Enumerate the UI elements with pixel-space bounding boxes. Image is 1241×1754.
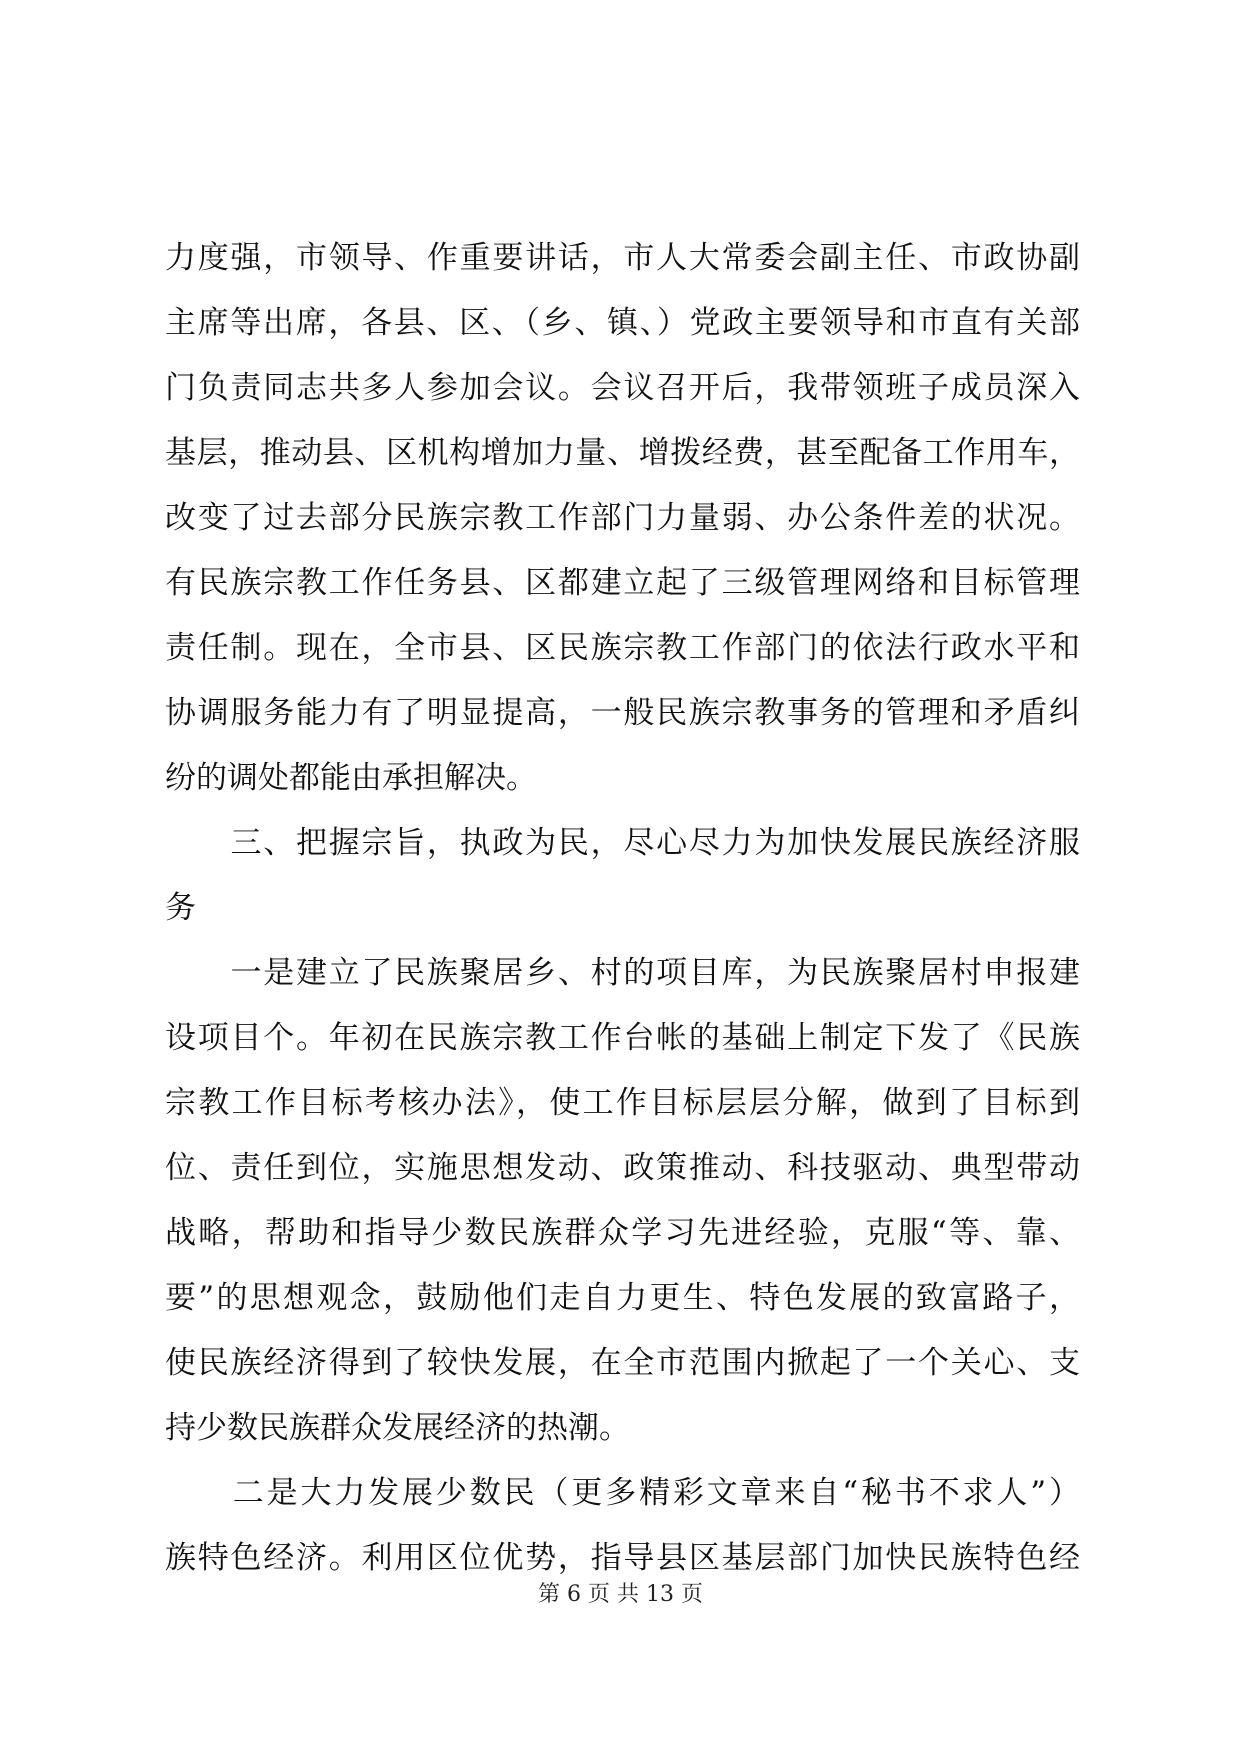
text-line: 基层，推动县、区机构增加力量、增拨经费，甚至配备工作用车， (165, 435, 1080, 471)
text-line: 责任制。现在，全市县、区民族宗教工作部门的依法行政水平和 (165, 630, 1080, 666)
page-number-footer: 第 6 页 共 13 页 (538, 1582, 703, 1607)
text-line: 力度强，市领导、作重要讲话，市人大常委会副主任、市政协副 (165, 240, 1080, 276)
text-line: 协调服务能力有了明显提高，一般民族宗教事务的管理和矛盾纠 (165, 695, 1080, 731)
text-line: 使民族经济得到了较快发展，在全市范围内掀起了一个关心、支 (165, 1345, 1080, 1381)
text-line: 一是建立了民族聚居乡、村的项目库，为民族聚居村申报建 (165, 955, 1080, 991)
text-line: 要”的思想观念，鼓励他们走自力更生、特色发展的致富路子， (165, 1280, 1080, 1316)
text-line: 主席等出席，各县、区、（乡、镇、）党政主要领导和市直有关部 (165, 305, 1080, 341)
text-line: 有民族宗教工作任务县、区都建立起了三级管理网络和目标管理 (165, 565, 1080, 601)
text-line: 持少数民族群众发展经济的热潮。 (165, 1410, 630, 1446)
text-line: 二是大力发展少数民（更多精彩文章来自“秘书不求人”） (165, 1475, 1080, 1511)
text-line: 纷的调处都能由承担解决。 (165, 760, 537, 796)
text-line: 位、责任到位，实施思想发动、政策推动、科技驱动、典型带动 (165, 1150, 1080, 1186)
text-line: 门负责同志共多人参加会议。会议召开后，我带领班子成员深入 (165, 370, 1080, 406)
section-heading-continued: 务 (165, 890, 196, 926)
text-line: 设项目个。年初在民族宗教工作台帐的基础上制定下发了《民族 (165, 1020, 1080, 1056)
body-text (165, 226, 1080, 1591)
text-line: 战略，帮助和指导少数民族群众学习先进经验，克服“等、靠、 (165, 1215, 1080, 1251)
text-line: 宗教工作目标考核办法》，使工作目标层层分解，做到了目标到 (165, 1085, 1080, 1121)
text-line: 族特色经济。利用区位优势，指导县区基层部门加快民族特色经 (165, 1540, 1080, 1576)
section-heading: 三、把握宗旨，执政为民，尽心尽力为加快发展民族经济服 (165, 825, 1080, 861)
text-line: 改变了过去部分民族宗教工作部门力量弱、办公条件差的状况。 (165, 500, 1080, 536)
